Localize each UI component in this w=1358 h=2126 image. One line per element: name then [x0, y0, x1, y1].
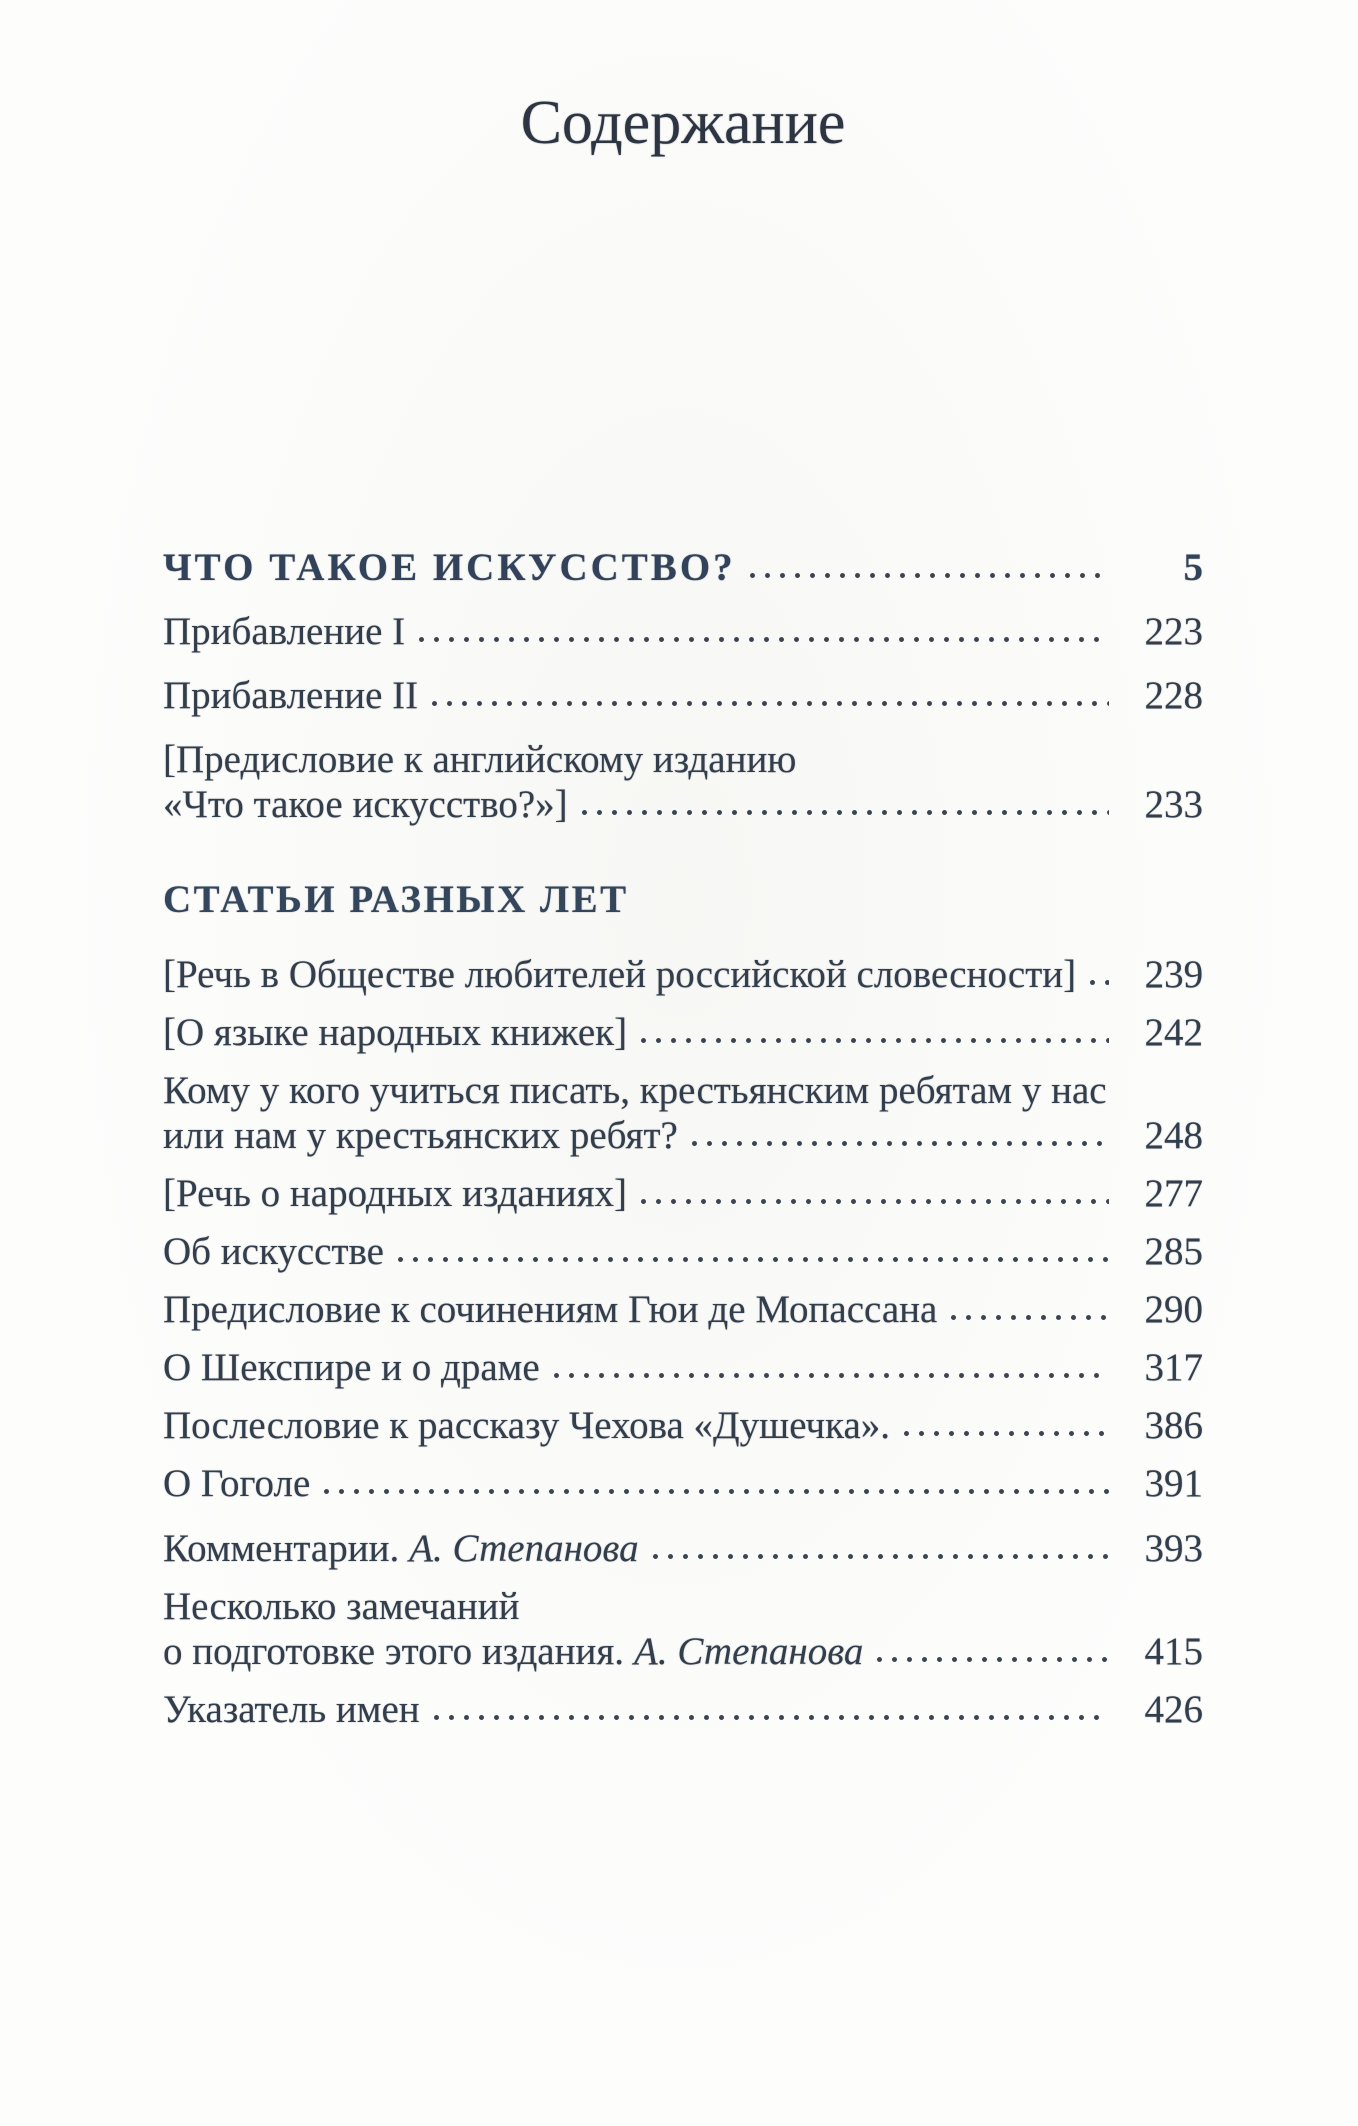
toc-entry	[163, 673, 1203, 718]
toc-entry-title: Прибавление I	[163, 610, 406, 654]
page-number: 233	[1144, 783, 1203, 827]
dot-leader	[429, 1713, 1109, 1722]
dot-leader	[636, 1036, 1109, 1045]
toc-entry	[163, 1403, 1203, 1448]
toc-entry	[163, 545, 1203, 590]
toc-entry	[163, 1526, 1203, 1571]
dot-leader	[414, 635, 1109, 644]
toc-entry	[163, 1229, 1203, 1274]
toc-entry-title: Предисловие к сочинениям Гюи де Мопассана	[163, 1288, 938, 1332]
toc-entry	[163, 1345, 1203, 1390]
page-number: 415	[1144, 1630, 1203, 1674]
toc-entry-title: Комментарии. А. Степанова	[163, 1527, 639, 1571]
toc-entry-title: Об искусстве	[163, 1230, 384, 1274]
dot-leader	[946, 1313, 1109, 1322]
toc-entry	[163, 1584, 1203, 1674]
dot-leader	[577, 808, 1109, 817]
toc-entry-title: [Речь о народных изданиях]	[163, 1172, 628, 1216]
toc-entry	[163, 952, 1203, 997]
page-number: 426	[1144, 1688, 1203, 1732]
toc-entry-title-line2: или нам у крестьянских ребят?	[163, 1114, 678, 1158]
toc-entry	[163, 1010, 1203, 1055]
toc-entry	[163, 1461, 1203, 1506]
dot-leader	[745, 571, 1109, 580]
page-number: 393	[1144, 1527, 1203, 1571]
dot-leader	[648, 1552, 1109, 1561]
toc-content	[163, 0, 1203, 1745]
toc-entry-title: [Речь в Обществе любителей российской словесности]	[163, 953, 1077, 997]
dot-leader	[687, 1139, 1109, 1148]
page-number: 290	[1144, 1288, 1203, 1332]
toc-entry-title: ЧТО ТАКОЕ ИСКУССТВО?	[163, 546, 736, 590]
toc-section	[163, 877, 1203, 1506]
toc-entry	[163, 737, 1203, 827]
toc-section	[163, 545, 1203, 827]
toc-entry-author: А. Степанова	[634, 1630, 864, 1674]
toc-entry	[163, 1068, 1203, 1158]
toc-entry-title: Послесловие к рассказу Чехова «Душечка».	[163, 1404, 891, 1448]
toc-entry-title-line2: «Что такое искусство?»]	[163, 783, 568, 827]
dot-leader	[899, 1429, 1109, 1438]
toc-entry-title: О Шекспире и о драме	[163, 1346, 540, 1390]
page-title: Содержание	[520, 89, 846, 157]
toc-entry-title-line1: Кому у кого учиться писать, крестьянским ребятам у нас	[163, 1069, 1107, 1113]
page-number: 317	[1144, 1346, 1203, 1390]
page-number: 242	[1144, 1011, 1203, 1055]
toc-entry	[163, 609, 1203, 654]
dot-leader	[872, 1655, 1109, 1664]
toc-entry-title: Прибавление II	[163, 674, 419, 718]
dot-leader	[549, 1371, 1109, 1380]
page-number: 228	[1144, 674, 1203, 718]
dot-leader	[427, 699, 1109, 708]
dot-leader	[319, 1487, 1109, 1496]
page-number: 391	[1144, 1462, 1203, 1506]
page-number: 239	[1144, 953, 1204, 997]
page-number: 277	[1144, 1172, 1203, 1216]
toc-entry	[163, 1687, 1203, 1732]
toc-entry-title-line1: [Предисловие к английскому изданию	[163, 738, 797, 782]
toc-entry-title: Указатель имен	[163, 1688, 420, 1732]
toc-section-heading: СТАТЬИ РАЗНЫХ ЛЕТ	[163, 878, 629, 922]
toc-entry	[163, 1287, 1203, 1332]
dot-leader	[393, 1255, 1109, 1264]
toc-entry	[163, 1171, 1203, 1216]
toc-entry-title-line1: Несколько замечаний	[163, 1585, 520, 1629]
page-number: 223	[1144, 610, 1203, 654]
toc-entry-title-line2: о подготовке этого издания. А. Степанова	[163, 1630, 864, 1674]
toc-section	[163, 1526, 1203, 1732]
page-number: 285	[1144, 1230, 1203, 1274]
toc-entry-author: А. Степанова	[409, 1527, 639, 1571]
table-of-contents	[163, 545, 1203, 1732]
page-number: 5	[1183, 546, 1203, 590]
dot-leader	[1085, 978, 1109, 987]
toc-entry-title: О Гоголе	[163, 1462, 311, 1506]
page-number: 248	[1144, 1114, 1203, 1158]
toc-entry-title: [О языке народных книжек]	[163, 1011, 628, 1055]
page-number: 386	[1144, 1404, 1203, 1448]
dot-leader	[636, 1197, 1109, 1206]
